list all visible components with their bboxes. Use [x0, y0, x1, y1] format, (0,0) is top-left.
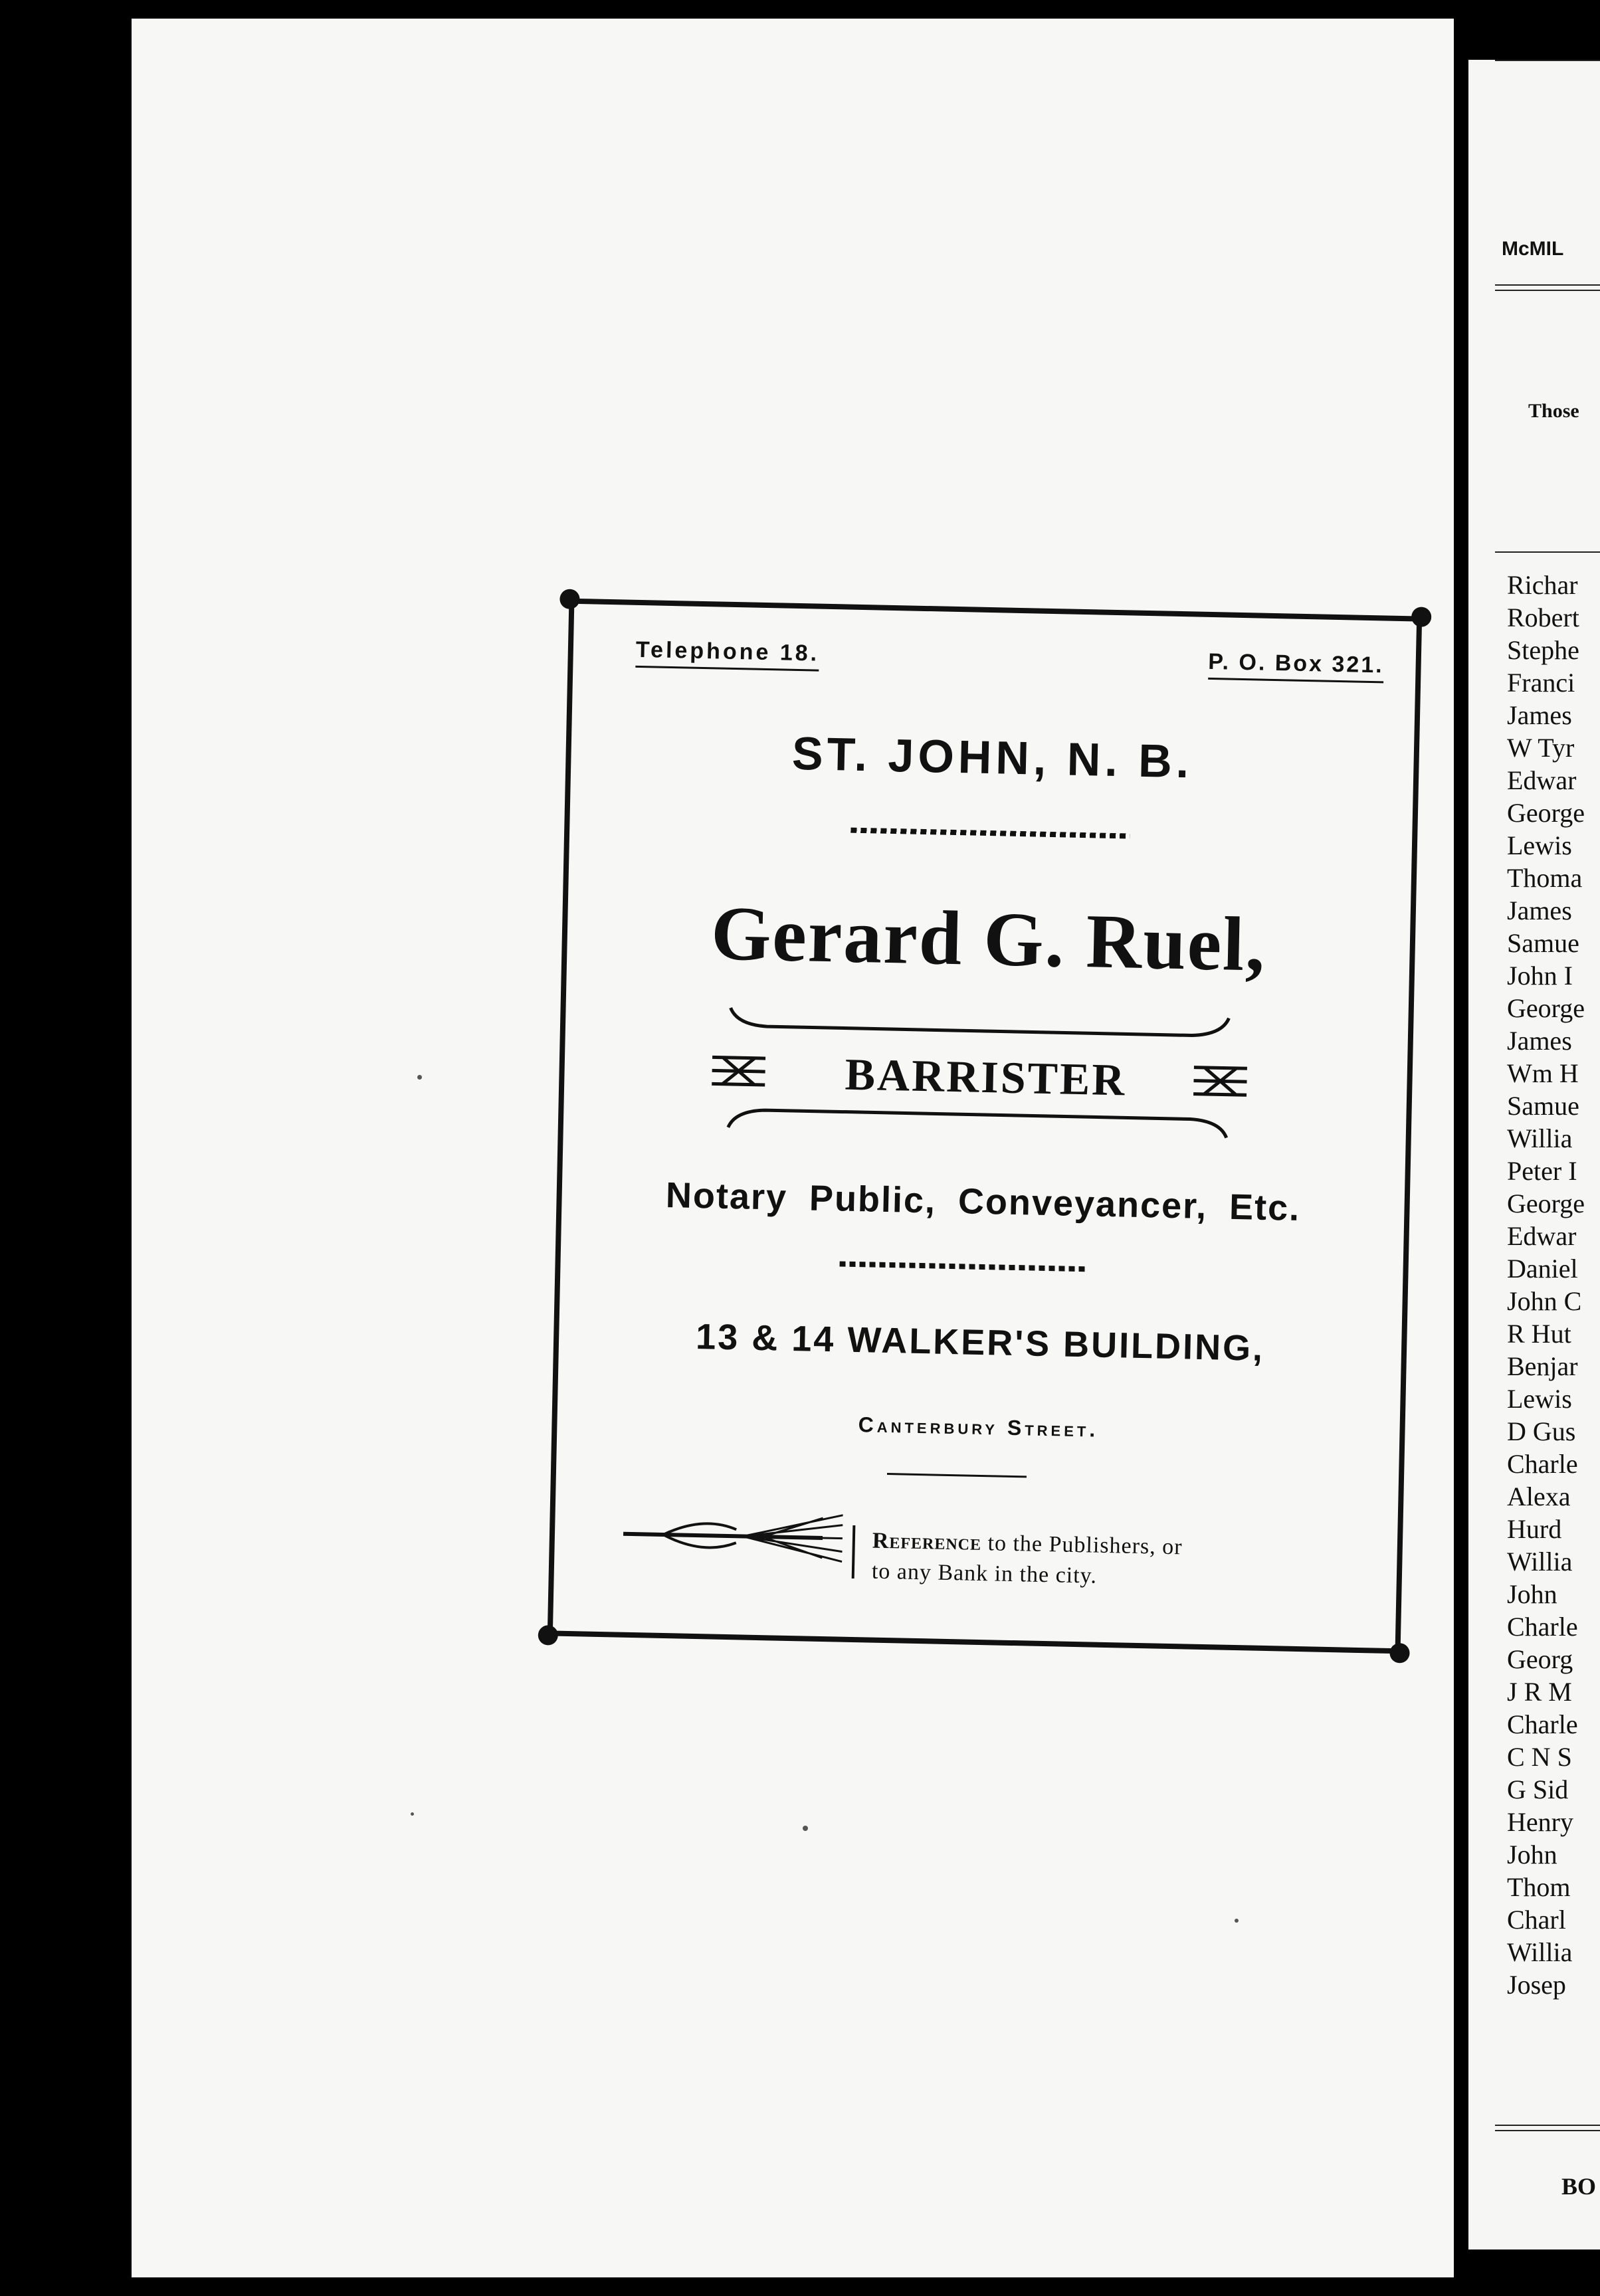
- list-item: Lewis: [1507, 830, 1572, 860]
- list-item: Willia: [1507, 1547, 1573, 1577]
- list-item: Edwar: [1507, 1221, 1577, 1251]
- reference-note: [871, 1526, 1183, 1594]
- list-item: W Tyr: [1507, 733, 1575, 763]
- list-item: Charle: [1507, 1709, 1578, 1739]
- list-item: Charle: [1507, 1612, 1578, 1642]
- po-box: P. O. Box 321.: [1208, 649, 1384, 684]
- list-item: Samue: [1507, 928, 1579, 958]
- list-item: Franci: [1507, 668, 1575, 698]
- ornament-right-icon: [1191, 1060, 1250, 1101]
- list-item: Charle: [1507, 1449, 1578, 1479]
- list-item: James: [1507, 700, 1572, 730]
- divider: [1495, 551, 1600, 553]
- paper-speck: [1235, 1919, 1239, 1923]
- list-item: Wm H: [1507, 1058, 1579, 1088]
- corner-dot-icon: [1411, 607, 1432, 627]
- list-item: Edwar: [1507, 765, 1577, 795]
- list-item: J R M: [1507, 1677, 1572, 1707]
- list-item: D Gus: [1507, 1416, 1576, 1446]
- list-item: G Sid: [1507, 1774, 1569, 1804]
- list-item: George: [1507, 1189, 1585, 1218]
- list-item: Thoma: [1507, 863, 1583, 893]
- list-item: Alexa: [1507, 1482, 1571, 1511]
- reference-line2: to any Bank in the city.: [871, 1559, 1098, 1588]
- name-list: [1507, 569, 1585, 2002]
- list-item: Willia: [1507, 1937, 1573, 1967]
- list-item: Willia: [1507, 1123, 1573, 1153]
- list-item: John I: [1507, 961, 1573, 991]
- paper-speck: [417, 1075, 422, 1080]
- list-item: Peter I: [1507, 1156, 1577, 1186]
- divider: [1495, 284, 1600, 291]
- reference-lead: Reference: [872, 1528, 982, 1556]
- quill-pen-icon: [623, 1507, 843, 1565]
- telephone-number: Telephone 18.: [635, 637, 819, 672]
- right-page-footer: BO: [1561, 2173, 1597, 2200]
- services-line: Notary Public, Conveyancer, Etc.: [665, 1175, 1301, 1228]
- list-item: John: [1507, 1840, 1557, 1869]
- corner-dot-icon: [1389, 1643, 1410, 1664]
- list-item: John C: [1507, 1286, 1582, 1316]
- list-item: Thom: [1507, 1872, 1571, 1902]
- divider: [1495, 60, 1600, 61]
- list-item: James: [1507, 1026, 1572, 1056]
- profession-title: BARRISTER: [844, 1048, 1128, 1105]
- reference-rest: to the Publishers, or: [981, 1531, 1183, 1560]
- advertiser-name: Gerard G. Ruel,: [710, 891, 1267, 988]
- list-item: George: [1507, 798, 1585, 828]
- list-item: C N S: [1507, 1742, 1572, 1772]
- list-item: Georg: [1507, 1644, 1573, 1674]
- list-item: Daniel: [1507, 1254, 1578, 1284]
- list-item: Samue: [1507, 1091, 1579, 1121]
- paper-speck: [411, 1812, 414, 1816]
- list-item: James: [1507, 896, 1572, 925]
- left-page: [132, 19, 1454, 2277]
- list-item: Robert: [1507, 603, 1579, 632]
- list-item: Lewis: [1507, 1384, 1572, 1414]
- right-page-header: McMIL: [1502, 238, 1564, 260]
- list-item: R Hut: [1507, 1319, 1571, 1349]
- right-page: [1468, 60, 1600, 2249]
- list-item: Hurd: [1507, 1514, 1562, 1544]
- list-item: Charl: [1507, 1905, 1566, 1935]
- list-item: Stephe: [1507, 635, 1579, 665]
- street-line: Canterbury Street.: [858, 1412, 1099, 1442]
- city-heading: ST. JOHN, N. B.: [791, 727, 1194, 788]
- list-item: Josep: [1507, 1970, 1566, 2000]
- paper-speck: [803, 1826, 808, 1831]
- list-item: Benjar: [1507, 1351, 1578, 1381]
- list-item: Richar: [1507, 570, 1578, 600]
- corner-dot-icon: [538, 1625, 558, 1646]
- list-item: John: [1507, 1579, 1557, 1609]
- right-page-subhead: Those: [1528, 400, 1579, 422]
- page-gutter: [1454, 0, 1468, 2296]
- divider: [1495, 2125, 1600, 2131]
- list-item: Henry: [1507, 1807, 1573, 1837]
- list-item: George: [1507, 993, 1585, 1023]
- address-line: 13 & 14 WALKER'S BUILDING,: [695, 1316, 1265, 1369]
- advertisement-card: [538, 589, 1431, 1663]
